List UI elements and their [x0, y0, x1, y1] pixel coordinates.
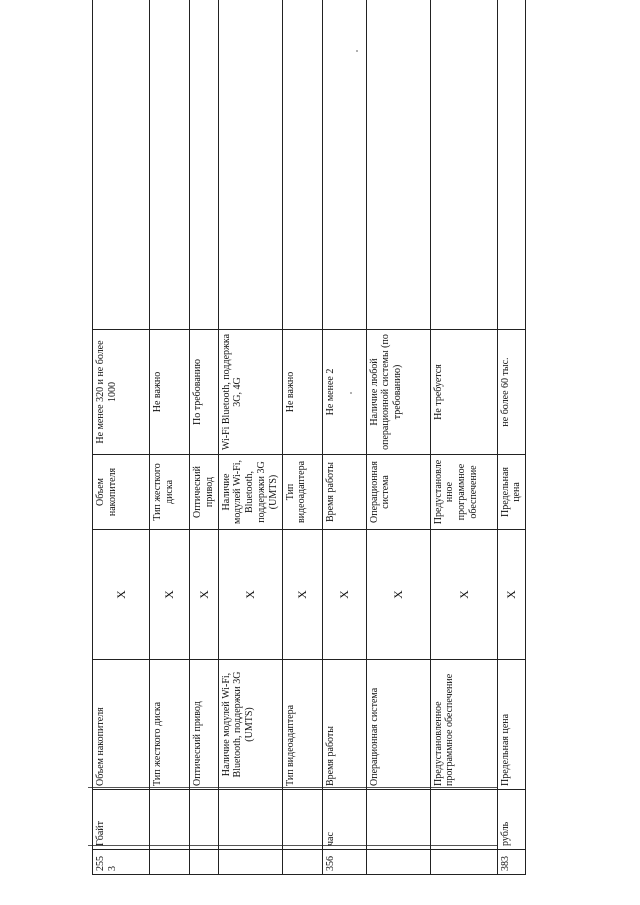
row-param: Тип жесткого диска [150, 455, 190, 530]
row-extra [150, 0, 190, 330]
row-name: Время работы [322, 660, 366, 790]
row-name: Тип жесткого диска [150, 660, 190, 790]
row-mark: X [190, 530, 219, 660]
table-row [497, 0, 526, 875]
table-row [190, 0, 219, 875]
row-mark: X [497, 530, 526, 660]
row-value: Не менее 2 [322, 330, 366, 455]
row-param: Время работы [322, 455, 366, 530]
row-name: Наличие модулей Wi-Fi, Bluetooth, поддержки 3G (UMTS) [218, 660, 282, 790]
row-mark: X [150, 530, 190, 660]
row-code: 383 [497, 850, 526, 875]
row-code [190, 850, 219, 875]
row-param: Объем накопителя [93, 455, 150, 530]
row-value: Не требуется [430, 330, 497, 455]
row-param: Операционная система [366, 455, 430, 530]
row-name: Операционная система [366, 660, 430, 790]
table-row [150, 0, 190, 875]
row-extra [497, 0, 526, 330]
table-row [218, 0, 282, 875]
row-code [430, 850, 497, 875]
table-row [93, 0, 150, 875]
table-row [322, 0, 366, 875]
row-extra [366, 0, 430, 330]
row-code: 356 [322, 850, 366, 875]
row-unit [150, 790, 190, 850]
row-unit: Гбайт [93, 790, 150, 850]
row-unit [430, 790, 497, 850]
row-value: Наличие любой операционной системы (по требованию) [366, 330, 430, 455]
row-param: Предустановленное программное обеспечение [430, 455, 497, 530]
row-mark: X [93, 530, 150, 660]
row-mark: X [366, 530, 430, 660]
row-value: не более 60 тыс. [497, 330, 526, 455]
row-code [366, 850, 430, 875]
row-value: Не важно [150, 330, 190, 455]
row-unit: час [322, 790, 366, 850]
row-extra [430, 0, 497, 330]
row-value: Не менее 320 и не более 1000 [93, 330, 150, 455]
table-row [282, 0, 322, 875]
row-unit: рубль [497, 790, 526, 850]
row-unit [366, 790, 430, 850]
row-mark: X [322, 530, 366, 660]
row-param: Предельная цена [497, 455, 526, 530]
row-extra [190, 0, 219, 330]
row-extra [282, 0, 322, 330]
row-code [218, 850, 282, 875]
row-mark: X [430, 530, 497, 660]
row-unit [282, 790, 322, 850]
row-value: Wi-Fi Bluetooth, поддержка 3G, 4G [218, 330, 282, 455]
row-code: 2553 [93, 850, 150, 875]
row-name: Предустановленное программное обеспечение [430, 660, 497, 790]
row-name: Оптический привод [190, 660, 219, 790]
row-param: Тип видеоадаптера [282, 455, 322, 530]
row-name: Тип видеоадаптера [282, 660, 322, 790]
row-unit [190, 790, 219, 850]
spec-table [92, 0, 526, 875]
row-extra [218, 0, 282, 330]
row-extra [322, 0, 366, 330]
row-name: Предельная цена [497, 660, 526, 790]
row-param: Наличие модулей Wi-Fi, Bluetooth, поддержки 3G (UMTS) [218, 455, 282, 530]
row-unit [218, 790, 282, 850]
row-value: Не важно [282, 330, 322, 455]
row-value: По требованию [190, 330, 219, 455]
table-row [366, 0, 430, 875]
rotated-spec-table-wrapper [92, 0, 523, 875]
table-row [430, 0, 497, 875]
row-name: Объем накопителя [93, 660, 150, 790]
row-code [150, 850, 190, 875]
row-mark: X [218, 530, 282, 660]
row-extra [93, 0, 150, 330]
row-param: Оптический привод [190, 455, 219, 530]
row-code [282, 850, 322, 875]
row-mark: X [282, 530, 322, 660]
